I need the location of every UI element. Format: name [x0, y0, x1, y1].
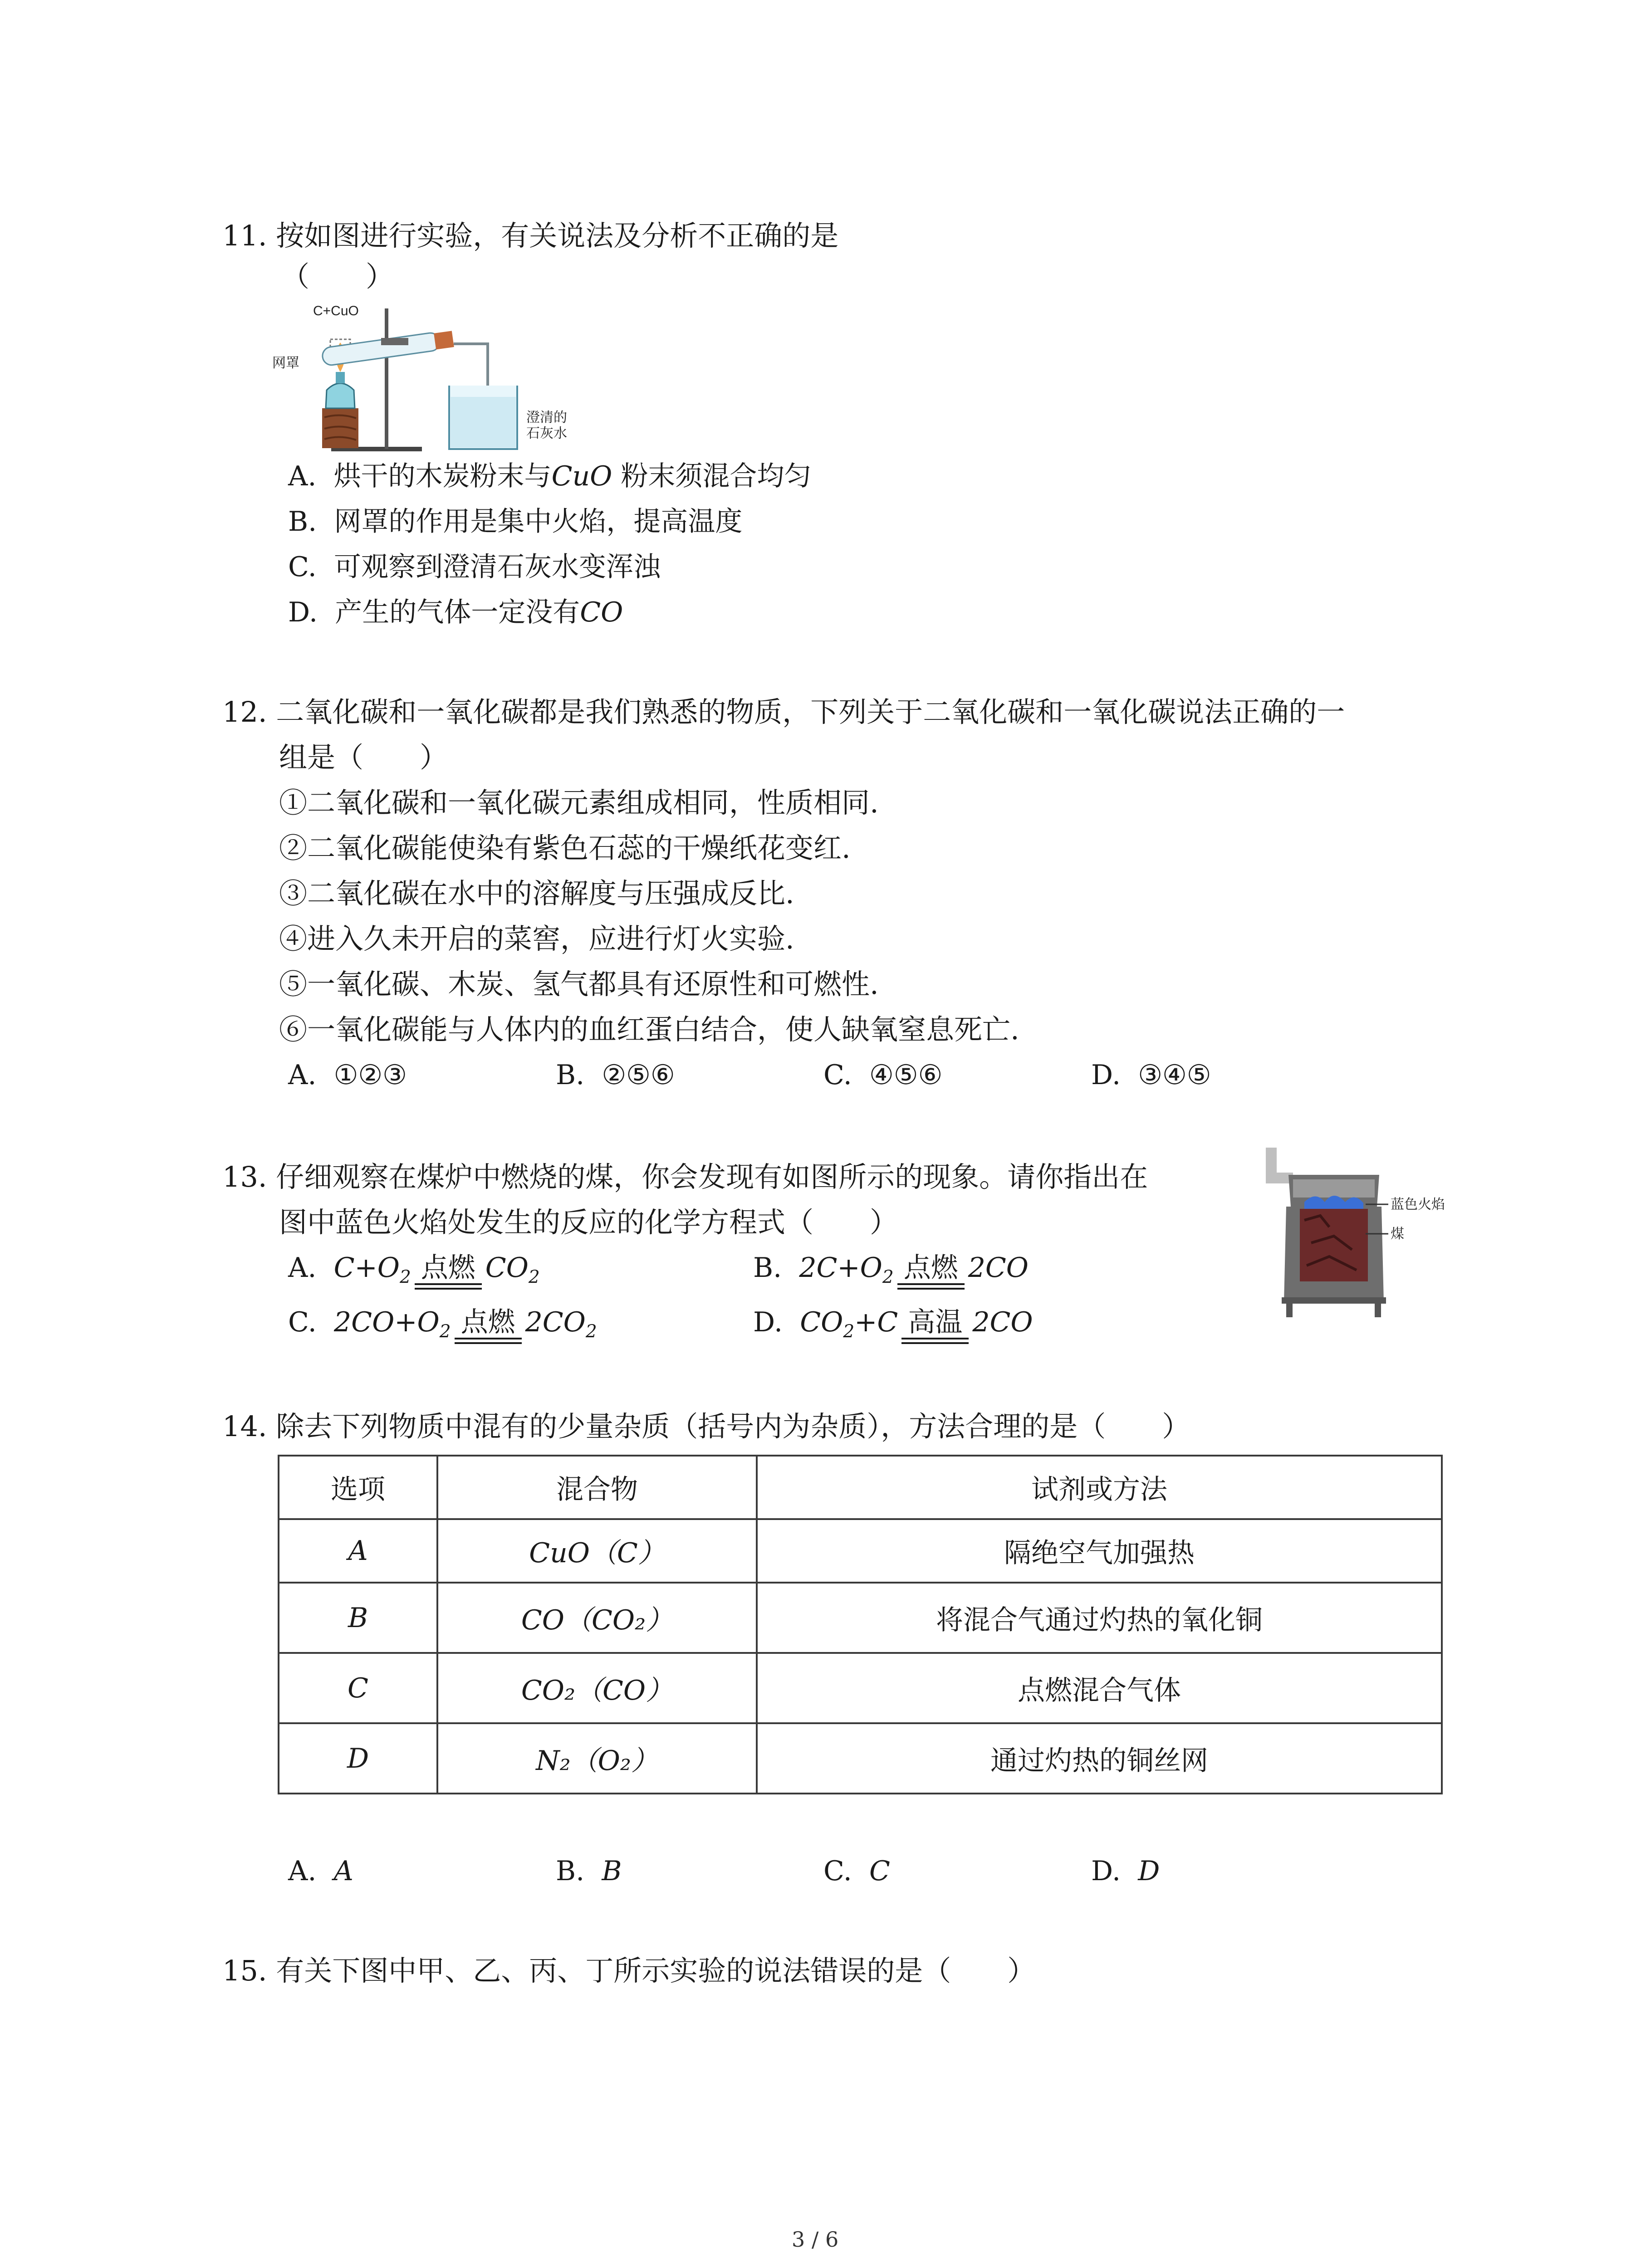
q11-option-b: B. 网罩的作用是集中火焰，提高温度: [288, 506, 743, 538]
q11-stem: 11. 按如图进行实验，有关说法及分析不正确的是: [222, 219, 839, 252]
table-header-mixture: 混合物: [437, 1456, 757, 1519]
q14-option-a: A. A: [288, 1855, 353, 1887]
fig-label-reactant: C+CuO: [313, 303, 359, 318]
q14-stem: 14. 除去下列物质中混有的少量杂质（括号内为杂质），方法合理的是（ ）: [222, 1410, 1190, 1443]
q11-paren: （ ）: [281, 260, 394, 293]
table-row: [279, 1653, 1442, 1723]
reaction-condition: 点燃: [897, 1250, 965, 1286]
q11-option-c: C. 可观察到澄清石灰水变浑浊: [288, 551, 661, 583]
q14-option-c: C. C: [823, 1855, 890, 1887]
q15-stem: 15. 有关下图中甲、乙、丙、丁所示实验的说法错误的是（ ）: [222, 1954, 1036, 1987]
fig-label-coal: 煤: [1391, 1227, 1404, 1242]
table-row: [279, 1583, 1442, 1653]
q12-statement: ③二氧化碳在水中的溶解度与压强成反比.: [279, 877, 794, 910]
q12-option-b: B. ②⑤⑥: [556, 1059, 675, 1091]
q13-option-b: B. $2C+O_2$ 点燃 2CO: [753, 1250, 1029, 1296]
q13-option-c: C. $2CO+O_2$ 点燃 $2CO_2$: [288, 1304, 597, 1350]
q12-stem-line1: 12. 二氧化碳和一氧化碳都是我们熟悉的物质，下列关于二氧化碳和一氧化碳说法正确的一: [222, 695, 1345, 728]
row-method: 隔绝空气加强热: [757, 1519, 1442, 1583]
q13-stem-line1: 13. 仔细观察在煤炉中燃烧的煤，你会发现有如图所示的现象。请你指出在: [222, 1160, 1148, 1193]
row-option: B: [279, 1583, 437, 1653]
row-mixture: N₂（O₂）: [437, 1723, 757, 1794]
q13-coal-stove-figure: [1261, 1148, 1452, 1320]
q12-statement: ④进入久未开启的菜窖，应进行灯火实验.: [279, 922, 794, 955]
table-row: [279, 1723, 1442, 1794]
row-option: D: [279, 1723, 437, 1794]
row-mixture: CO₂（CO）: [437, 1653, 757, 1723]
q12-option-c: C. ④⑤⑥: [823, 1059, 943, 1091]
reaction-condition: 高温: [901, 1304, 969, 1340]
q14-option-b: B. B: [556, 1855, 622, 1887]
fig-label-limewater-2: 石灰水: [526, 426, 567, 441]
q11-option-d: D. 产生的气体一定没有CO: [288, 596, 623, 628]
table-header-option: 选项: [279, 1456, 437, 1519]
fig-label-limewater-1: 澄清的: [526, 410, 567, 425]
q14-table: [278, 1455, 1443, 1794]
q12-option-d: D. ③④⑤: [1091, 1059, 1211, 1091]
fig-label-net: 网罩: [272, 356, 299, 371]
q11-apparatus-figure: [272, 299, 590, 463]
table-header-method: 试剂或方法: [757, 1456, 1442, 1519]
row-mixture: CuO（C）: [437, 1519, 757, 1583]
q12-stem-line2: 组是（ ）: [279, 741, 448, 774]
row-option: A: [279, 1519, 437, 1583]
q13-option-d: D. $CO_2+C$ 高温 2CO: [753, 1304, 1033, 1350]
q11-option-a: A. 烘干的木炭粉末与CuO 粉末须混合均匀: [288, 460, 812, 492]
q13-stem-line2: 图中蓝色火焰处发生的反应的化学方程式（ ）: [279, 1206, 898, 1239]
reaction-condition: 点燃: [455, 1304, 522, 1340]
q14-option-d: D. D: [1091, 1855, 1160, 1887]
row-option: C: [279, 1653, 437, 1723]
row-method: 通过灼热的铜丝网: [757, 1723, 1442, 1794]
q12-statement: ①二氧化碳和一氧化碳元素组成相同，性质相同.: [279, 786, 879, 819]
q13-option-a: A. $C+O_2$ 点燃 $CO_2$: [288, 1250, 540, 1296]
row-mixture: CO（CO₂）: [437, 1583, 757, 1653]
q12-statement: ②二氧化碳能使染有紫色石蕊的干燥纸花变红.: [279, 831, 851, 865]
fig-label-blue-flame: 蓝色火焰: [1391, 1197, 1445, 1212]
reaction-condition: 点燃: [415, 1250, 482, 1286]
q12-statement: ⑤一氧化碳、木炭、氢气都具有还原性和可燃性.: [279, 968, 879, 1001]
page-number: 3 / 6: [792, 2227, 839, 2252]
q12-option-a: A. ①②③: [288, 1059, 407, 1091]
row-method: 点燃混合气体: [757, 1653, 1442, 1723]
row-method: 将混合气通过灼热的氧化铜: [757, 1583, 1442, 1653]
table-row: [279, 1519, 1442, 1583]
q12-statement: ⑥一氧化碳能与人体内的血红蛋白结合，使人缺氧窒息死亡.: [279, 1013, 1019, 1046]
